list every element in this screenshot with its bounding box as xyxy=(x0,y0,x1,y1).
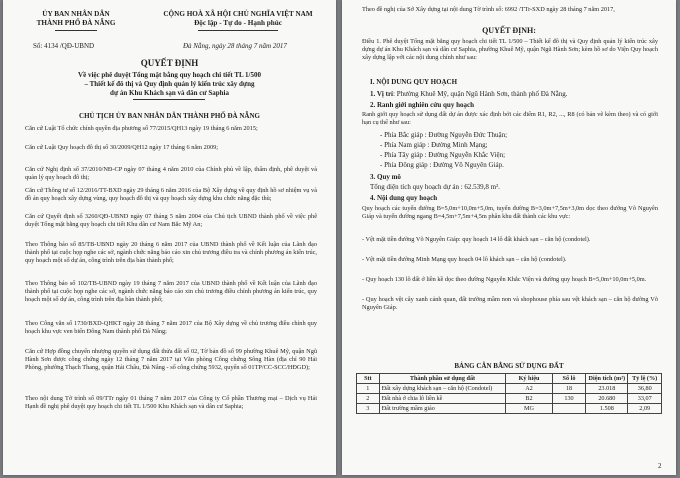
item-1 xyxy=(370,90,568,98)
bullet-1: - Vệt mặt tiền đường Võ Nguyên Giáp: quy hoạch 14 lô đất khách sạn – căn hộ (condotel). xyxy=(362,236,591,243)
agency-line-1: ỦY BAN NHÂN DÂN xyxy=(42,10,110,18)
decides-heading: QUYẾT ĐỊNH: xyxy=(482,26,536,35)
table-row xyxy=(357,394,662,404)
cell: 33,07 xyxy=(628,394,662,404)
item-2-text: Ranh giới quy hoạch sử dụng đất dự án được xác định bởi các điểm R1, R2, ..., R8 (có bản vẽ kèm theo) và có giới hạn cụ thể như sau: xyxy=(362,111,658,127)
cell: 1 xyxy=(357,384,380,394)
cell: 20.680 xyxy=(586,394,628,404)
place-date: Đà Nẵng, ngày 28 tháng 7 năm 2017 xyxy=(183,42,287,50)
page-2 xyxy=(342,0,676,475)
item-1-label: 1. Vị trí xyxy=(370,90,394,98)
col-component: Thành phần sử dụng đất xyxy=(379,374,506,384)
col-area: Diện tích (m²) xyxy=(586,374,628,384)
subject-line-2: – Thiết kế đô thị và Quy định quản lý kiến trúc xây dựng xyxy=(84,80,255,88)
preamble-10: Theo nội dung Tờ trình số 09/TTr ngày 01 tháng 7 năm 2017 của Công ty Cổ phần Thương mại – Dịch vụ Hải Hạnh đề nghị phê duyệt quy hoạch chi tiết TL 1/500 Khu Khách sạn và dân cư Saphia; xyxy=(25,395,317,411)
item-1-text: : Phường Khuê Mỹ, quận Ngũ Hành Sơn, thành phố Đà Nẵng. xyxy=(393,90,568,98)
cell: MG xyxy=(506,404,553,414)
col-lots: Số lô xyxy=(552,374,586,384)
item-2-heading: 2. Ranh giới nghiên cứu quy hoạch xyxy=(370,101,474,109)
authority: CHỦ TỊCH ỦY BAN NHÂN DÂN THÀNH PHỐ ĐÀ NẴNG xyxy=(79,112,260,120)
bullet-3: - Quy hoạch 130 lô đất ở liền kề dọc theo đường Nguyễn Khắc Viện và đường quy hoạch B=5,0m+10,0m+5,0m. xyxy=(362,276,647,283)
preamble-2: Căn cứ Luật Quy hoạch đô thị số 30/2009/QH12 ngày 17 tháng 6 năm 2009; xyxy=(25,144,218,151)
land-use-table xyxy=(356,373,662,414)
cell: Đất xây dựng khách sạn – căn hộ (Condotel) xyxy=(379,384,506,394)
cell: 2 xyxy=(357,394,380,404)
table-row xyxy=(357,404,662,414)
preamble-9: Căn cứ Hợp đồng chuyển nhượng quyền sử dụng đất thửa đất số 02, Tờ bản đồ số 99 phường Khuê Mỹ, quận Ngũ Hành Sơn được công chứng ngày 12 tháng 7 năm 2017 tại Văn phòng Công chứng Sông Hàn (địa chỉ 90 Hải Phòng, phường Thạch Thang, quận Hải Châu, Đà Nẵng - số công chứng 5932, quyển số 01TP/CC-SCC/HĐGD); xyxy=(25,348,317,372)
section-heading: I. NỘI DUNG QUY HOẠCH xyxy=(370,78,458,86)
cell xyxy=(552,404,586,414)
item-3-heading: 3. Quy mô xyxy=(370,173,401,181)
cell: 36,80 xyxy=(628,384,662,394)
item-4-text: Quy hoạch các tuyến đường B=5,0m+10,0m+5,0m, tuyến đường B=3,0m+7,5m+3,0m dọc theo đường Võ Nguyên Giáp và tuyến đường ngang B=4,5m+7,5m+4,5m phân khu đất thành các khu vực: xyxy=(362,205,658,221)
preamble-4: Căn cứ Thông tư số 12/2016/TT-BXD ngày 29 tháng 6 năm 2016 của Bộ Xây dựng về quy định hồ sơ nhiệm vụ và đồ án quy hoạch xây dựng vùng, quy hoạch đô thị và quy hoạch xây dựng khu chức năng đặc thù; xyxy=(25,187,317,203)
page-1 xyxy=(3,0,336,475)
preamble-5: Căn cứ Quyết định số 3260/QĐ-UBND ngày 07 tháng 5 năm 2004 của Chủ tịch UBND thành phố về việc phê duyệt Tổng mặt bằng quy hoạch chi tiết Khu dân cư Nam Bắc Mỹ An; xyxy=(25,213,317,229)
nation-underline xyxy=(198,30,278,31)
agency-line-2: THÀNH PHỐ ĐÀ NẴNG xyxy=(36,19,116,27)
preamble-1: Căn cứ Luật Tổ chức chính quyền địa phương số 77/2015/QH13 ngày 19 tháng 6 năm 2015; xyxy=(25,125,258,132)
boundary-north: - Phía Bắc giáp : Đường Nguyễn Đức Thuận; xyxy=(380,131,508,139)
table-header-row xyxy=(357,374,662,384)
cell: B2 xyxy=(506,394,553,404)
col-stt: Stt xyxy=(357,374,380,384)
subject-line-3: dự án Khu Khách sạn và dân cư Saphia xyxy=(110,89,229,97)
bullet-4: - Quy hoạch vệt cây xanh cảnh quan, đất trường mầm non và shophouse phía sau vệt khách sạn – căn hộ đường Võ Nguyên Giáp. xyxy=(362,296,658,312)
item-3-text: Tổng diện tích quy hoạch dự án : 62.539,8 m². xyxy=(370,183,500,191)
table-title: BẢNG CÂN BẰNG SỬ DỤNG ĐẤT xyxy=(454,362,564,370)
doc-type: QUYẾT ĐỊNH xyxy=(140,58,199,68)
intro-text: Theo đề nghị của Sở Xây dựng tại nội dung Tờ trình số: 6992 /TTr-SXD ngày 28 tháng 7 năm 2017, xyxy=(362,6,615,13)
cell: 2,09 xyxy=(628,404,662,414)
preamble-6: Theo Thông báo số 85/TB-UBND ngày 20 tháng 6 năm 2017 của UBND thành phố về Kết luận của Lãnh đạo thành phố tại cuộc họp nghe các sở, ngành chức năng báo cáo xin chủ trương điều tra và chỉnh phương án kiến trúc, quy hoạch một số dự án, công trình trên địa bàn thành phố; xyxy=(25,241,317,265)
cell: 130 xyxy=(552,394,586,404)
boundary-south: - Phía Nam giáp : Đường Minh Mạng; xyxy=(380,141,488,149)
preamble-8: Theo Công văn số 1730/BXD-QHKT ngày 28 tháng 7 năm 2017 của Bộ Xây dựng về chủ trương điều chỉnh quy hoạch khu vực ven biển Đông Nam thành phố Đà Nẵng; xyxy=(25,320,317,336)
col-symbol: Ký hiệu xyxy=(506,374,553,384)
cell: Đất nhà ở chia lô liền kề xyxy=(379,394,506,404)
cell: 1.508 xyxy=(586,404,628,414)
col-ratio: Tỷ lệ (%) xyxy=(628,374,662,384)
page-number: 2 xyxy=(658,462,662,470)
doc-number: Số: 4134 /QĐ-UBND xyxy=(33,42,95,50)
cell: A2 xyxy=(506,384,553,394)
preamble-7: Theo Thông báo số 102/TB-UBND ngày 19 tháng 7 năm 2017 của UBND thành phố về Kết luận của Lãnh đạo thành phố tại cuộc họp nghe các sở, ngành chức năng báo cáo xin chủ trương điều chỉnh phương án kiến trúc, quy hoạch một số dự án, công trình trên địa bàn thành phố; xyxy=(25,280,317,304)
bullet-2: - Vệt mặt tiền đường Minh Mạng quy hoạch 04 lô khách sạn – căn hộ (condotel). xyxy=(362,256,567,263)
subject-underline xyxy=(133,99,205,100)
cell: 3 xyxy=(357,404,380,414)
preamble-3: Căn cứ Nghị định số 37/2010/NĐ-CP ngày 07 tháng 4 năm 2010 của Chính phủ về lập, thẩm định, phê duyệt và quản lý quy hoạch đô thị; xyxy=(25,166,317,182)
agency-underline xyxy=(55,30,97,31)
cell: 18 xyxy=(552,384,586,394)
cell: Đất trường mầm giáo xyxy=(379,404,506,414)
article-1: Điều 1. Phê duyệt Tổng mặt bằng quy hoạch chi tiết TL 1/500 – Thiết kế đô thị và Quy định quản lý kiến trúc xây dựng dự án Khu Khách sạn và dân cư Saphia, phường Khuê Mỹ, quận Ngũ Hành Sơn; kèm hồ sơ do Viện Quy hoạch xây dựng lập với các nội dung chính như sau: xyxy=(362,38,658,62)
nation-line-1: CỘNG HOÀ XÃ HỘI CHỦ NGHĨA VIỆT NAM xyxy=(163,10,313,18)
nation-line-2: Độc lập - Tự do - Hạnh phúc xyxy=(194,19,282,27)
boundary-west: - Phía Tây giáp : Đường Nguyễn Khắc Viện; xyxy=(380,151,506,159)
subject-line-1: Về việc phê duyệt Tổng mặt bằng quy hoạch chi tiết TL 1/500 xyxy=(78,71,261,79)
boundary-east: - Phía Đông giáp : Đường Võ Nguyên Giáp. xyxy=(380,161,504,169)
table-row xyxy=(357,384,662,394)
item-4-heading: 4. Nội dung quy hoạch xyxy=(370,194,438,202)
cell: 23.018 xyxy=(586,384,628,394)
